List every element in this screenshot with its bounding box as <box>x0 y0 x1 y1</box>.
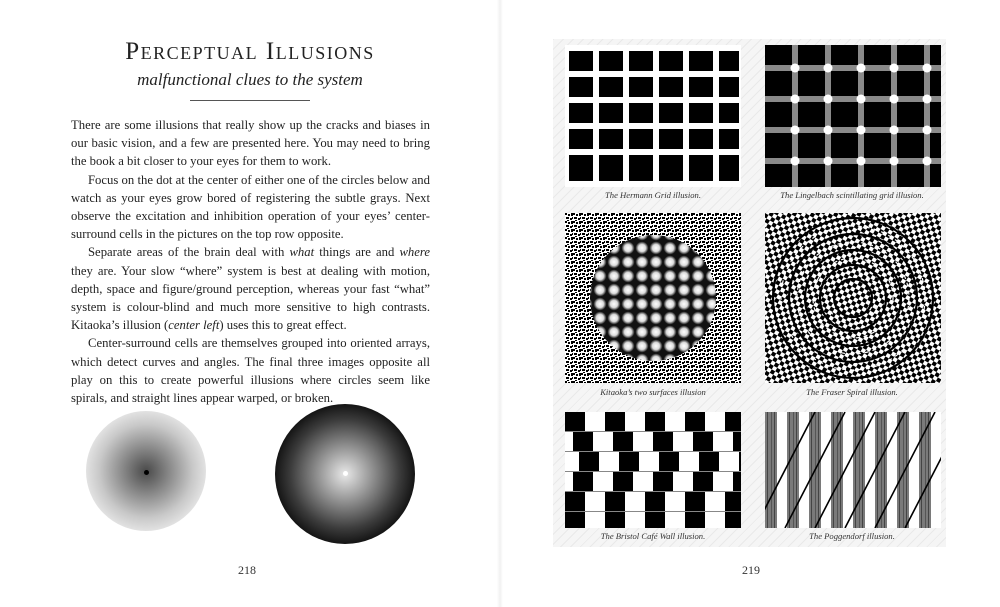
paragraph-3-text-c: they are. Your slow “where” system is best at dealing with motion, depth, space and figure/ground perception, whereas your fast “what” system is colour-blind and much more sensitive to high contrasts. Kitaoka’s illusion ( <box>71 263 430 333</box>
focus-dot-light <box>343 471 348 476</box>
paragraph-3-text-d: ) uses this to great effect. <box>219 318 347 333</box>
caption-hermann-grid: The Hermann Grid illusion. <box>605 190 701 200</box>
paragraph-3-text-a: Separate areas of the brain deal with <box>88 245 290 260</box>
poggendorf-figure <box>765 412 941 528</box>
page-subtitle: malfunctional clues to the system <box>137 70 363 89</box>
lingelbach-grid-figure <box>765 45 941 187</box>
kitaoka-surfaces-figure <box>565 213 741 383</box>
emphasis-where: where <box>399 245 430 260</box>
caption-poggendorf: The Poggendorf illusion. <box>809 531 895 541</box>
focus-dot <box>144 470 149 475</box>
hermann-grid-figure <box>565 45 741 187</box>
page-number-left: 218 <box>238 563 256 577</box>
caption-lingelbach-grid: The Lingelbach scintillating grid illusion. <box>780 190 924 200</box>
page-number-right: 219 <box>742 563 760 577</box>
page-title: Perceptual Illusions <box>125 38 375 65</box>
paragraph-2: Focus on the dot at the center of either one of the circles below and watch as your eyes grow bored of registering the subtle grays. Next observe the excitation and inhibition operation of your eyes’ center-surround cells in the pictures on the top row opposite. <box>71 172 430 242</box>
body-text <box>71 116 430 407</box>
emphasis-what: what <box>289 245 315 260</box>
paragraph-4: Center-surround cells are themselves grouped into oriented arrays, which detect curves and angles. The final three images opposite all play on this to create powerful illusions where circles seem like spirals, and straight lines appear warped, or broken. <box>71 336 430 406</box>
title-divider <box>190 100 310 101</box>
caption-kitaoka: Kitaoka’s two surfaces illusion <box>600 387 706 397</box>
caption-cafe-wall: The Bristol Café Wall illusion. <box>600 531 706 541</box>
emphasis-center-left: center left <box>168 318 220 333</box>
caption-fraser-spiral: The Fraser Spiral illusion. <box>806 387 898 397</box>
paragraph-3 <box>71 243 430 334</box>
paragraph-1: There are some illusions that really show up the cracks and biases in our basic vision, and a few are presented here. You may need to bring the book a bit closer to your eyes for them to work. <box>71 118 430 169</box>
fraser-spiral-figure <box>765 213 941 383</box>
book-gutter <box>497 0 503 607</box>
cafe-wall-figure <box>565 412 741 528</box>
paragraph-3-text-b: things are and <box>314 245 400 260</box>
